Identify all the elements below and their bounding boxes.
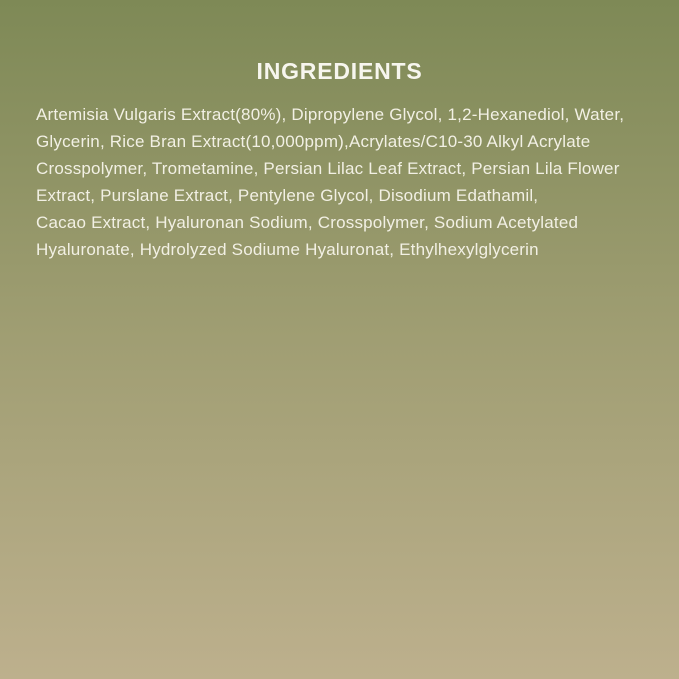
- ingredients-line: Hyaluronate, Hydrolyzed Sodiume Hyaluronat, Ethylhexylglycerin: [36, 240, 539, 259]
- ingredients-line: Glycerin, Rice Bran Extract(10,000ppm),Acrylates/C10-30 Alkyl Acrylate: [36, 132, 591, 151]
- ingredients-line: Crosspolymer, Trometamine, Persian Lilac Leaf Extract, Persian Lila Flower: [36, 159, 620, 178]
- ingredients-line: Extract, Purslane Extract, Pentylene Glycol, Disodium Edathamil,: [36, 186, 539, 205]
- ingredients-line: Artemisia Vulgaris Extract(80%), Dipropylene Glycol, 1,2-Hexanediol, Water,: [36, 105, 625, 124]
- ingredients-list: [36, 101, 651, 263]
- ingredients-title: INGREDIENTS: [256, 58, 423, 84]
- ingredients-line: Cacao Extract, Hyaluronan Sodium, Crosspolymer, Sodium Acetylated: [36, 213, 579, 232]
